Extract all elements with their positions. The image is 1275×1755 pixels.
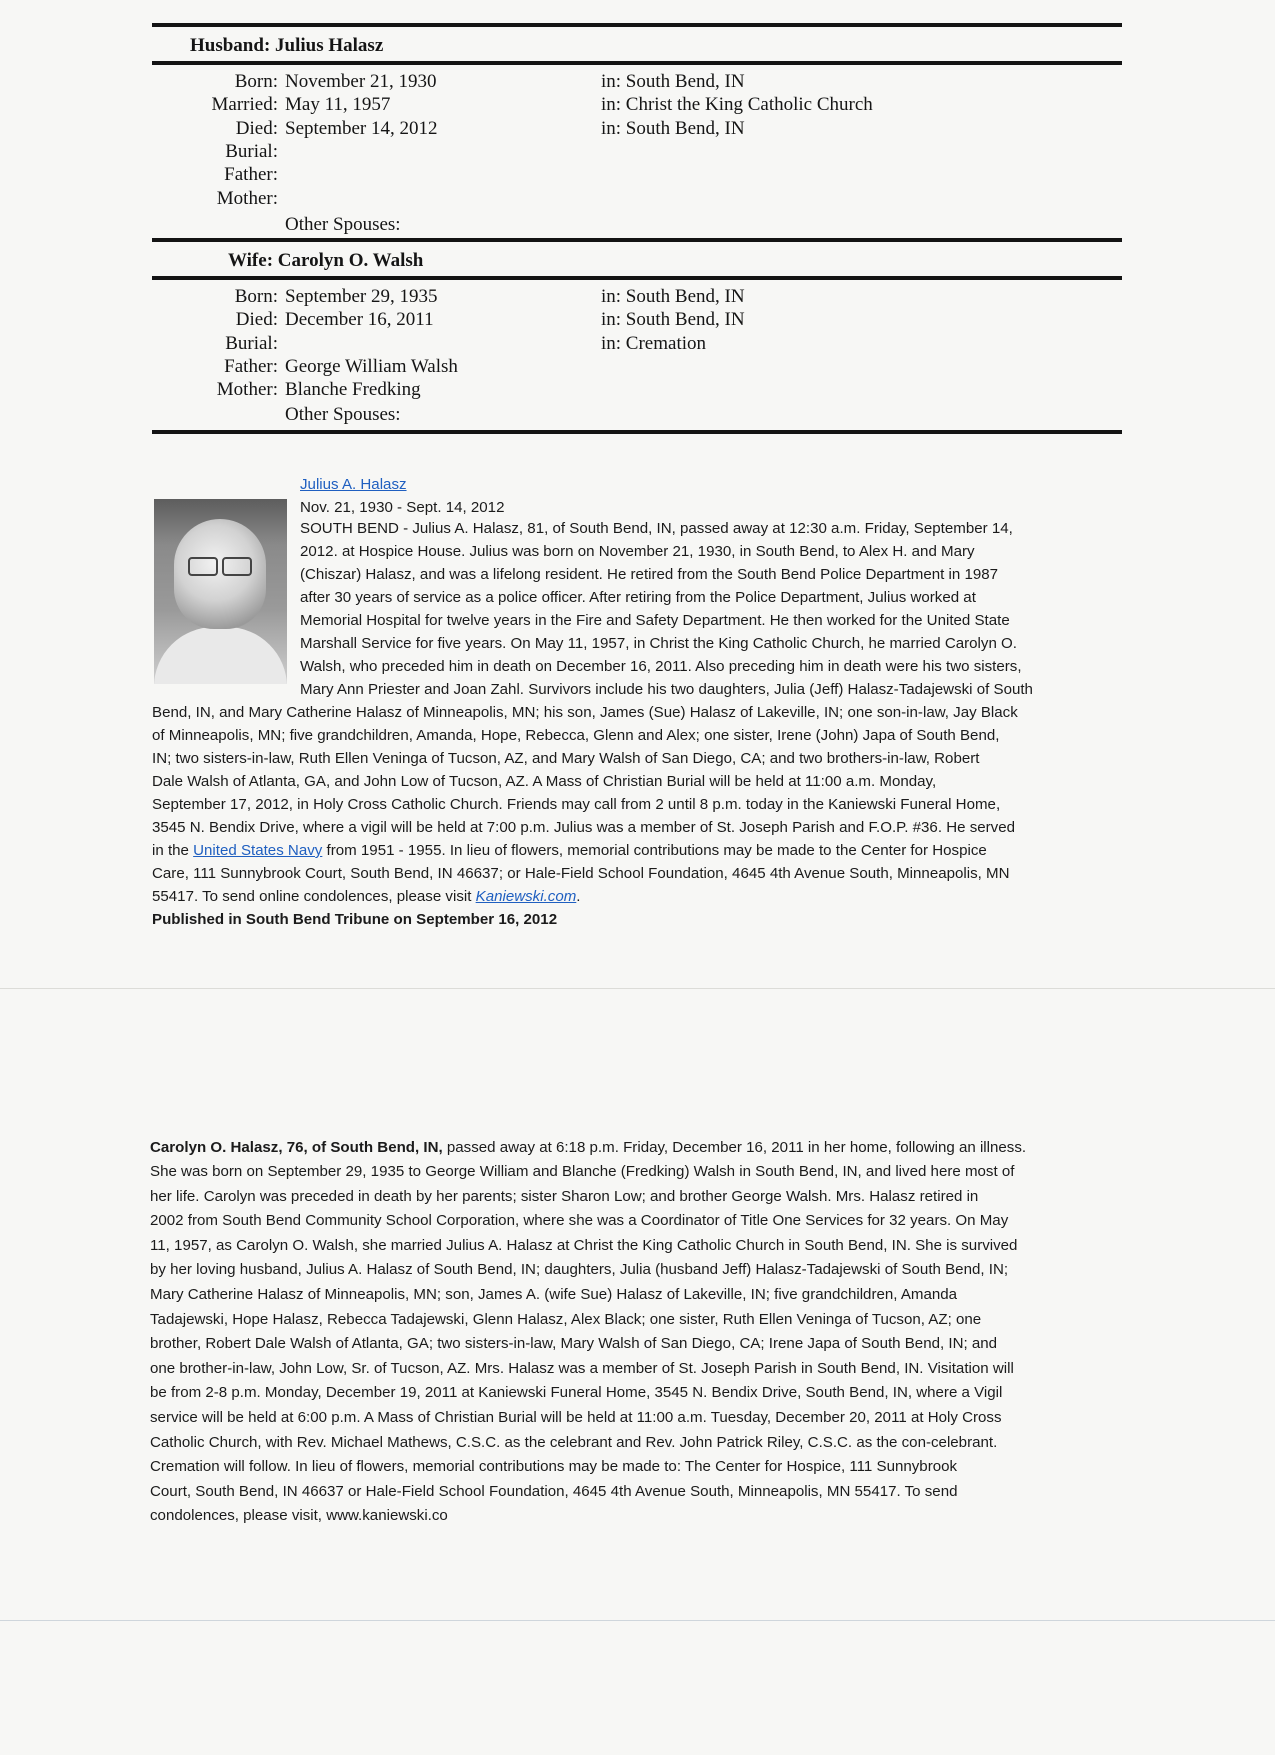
portrait-photo: [154, 499, 287, 684]
obituary-line: Bend, IN, and Mary Catherine Halasz of Minneapolis, MN; his son, James (Sue) Halasz of Lakeville, IN; one son-in-law, Jay Black: [152, 704, 1018, 721]
obituary-line: 11, 1957, as Carolyn O. Walsh, she married Julius A. Halasz at Christ the King Catholic Church in South Bend, IN. She is survived: [150, 1236, 1018, 1254]
obituary-line-after-navy: Care, 111 Sunnybrook Court, South Bend, IN 46637; or Hale-Field School Foundation, 4645 4th Avenue South, Minneapolis, MN: [152, 865, 1010, 882]
glasses-left: [188, 557, 218, 576]
wife-row-value: September 29, 1935: [285, 286, 438, 307]
obituary-line: by her loving husband, Julius A. Halasz of South Bend, IN; daughters, Julia (husband Jeff) Halasz-Tadajewski of South Bend, IN;: [150, 1261, 1009, 1279]
husband-row-label: Died:: [235, 117, 278, 139]
husband-name: Julius Halasz: [275, 35, 384, 56]
husband-row-value: May 11, 1957: [285, 94, 391, 116]
husband-row-value: September 14, 2012: [285, 117, 438, 139]
obituary-line: condolences, please visit, www.kaniewski.co: [150, 1507, 448, 1525]
husband-row-label: Mother:: [216, 187, 278, 209]
husband-row-label: Born:: [234, 71, 278, 92]
obituary-line: Mary Catherine Halasz of Minneapolis, MN; son, James A. (wife Sue) Halasz of Lakeville, IN; five grandchildren, Amanda: [150, 1286, 958, 1303]
husband-label: Husband:: [190, 35, 271, 56]
obituary-line: Mary Ann Priester and Joan Zahl. Survivors include his two daughters, Julia (Jeff) Halasz-Tadajewski of South: [300, 681, 1033, 698]
wife-row-label: Born:: [234, 286, 278, 307]
obituary-line: brother, Robert Dale Walsh of Atlanta, GA; two sisters-in-law, Mary Walsh of San Diego, CA; Irene Japa of South Bend, IN; and: [150, 1335, 998, 1353]
obituary-navy-line: [152, 842, 987, 859]
obituary-line: of Minneapolis, MN; five grandchildren, Amanda, Hope, Rebecca, Glenn and Alex; one sister, Irene (John) Japa of South Bend,: [152, 727, 1000, 744]
obituary-line: Cremation will follow. In lieu of flowers, memorial contributions may be made to: The Center for Hospice, 111 Sunnybrook: [150, 1458, 958, 1476]
last-post: .: [576, 888, 581, 905]
obituary-line: (Chiszar) Halasz, and was a lifelong resident. He retired from the South Bend Police Department in 1987: [300, 566, 999, 583]
wife-row-place: in: Cremation: [601, 332, 707, 354]
wife-heading: [228, 250, 423, 272]
obituary-line: her life. Carolyn was preceded in death by her parents; sister Sharon Low; and brother George Walsh. Mrs. Halasz retired in: [150, 1187, 979, 1205]
obituary-line: 2012. at Hospice House. Julius was born on November 21, 1930, in South Bend, to Alex H. and Mary: [300, 543, 975, 560]
obituary-line: Memorial Hospital for twelve years in the Fire and Safety Department. He then worked for the United State: [300, 612, 1010, 629]
wife-row-place: in: South Bend, IN: [601, 286, 745, 307]
published-note: Published in South Bend Tribune on September 16, 2012: [152, 911, 558, 928]
wife-header-rule: [152, 276, 1122, 280]
wife-other-spouses: Other Spouses:: [285, 404, 401, 425]
husband-row-label: Father:: [224, 164, 278, 186]
obituary-line: one brother-in-law, John Low, Sr. of Tucson, AZ. Mrs. Halasz was a member of St. Joseph Parish in South Bend, IN. Visitation will: [150, 1359, 1014, 1377]
wife-row-value: Blanche Fredking: [285, 379, 421, 401]
husband-row-label: Burial:: [225, 140, 278, 162]
paper-fold-line: [0, 988, 1275, 989]
wife-row-label: Died:: [235, 309, 278, 331]
portrait-shirt: [154, 627, 287, 684]
obituary-line: Catholic Church, with Rev. Michael Mathews, C.S.C. as the celebrant and Rev. John Patrick Riley, C.S.C. as the con-celebrant.: [150, 1433, 998, 1451]
obituary-line: She was born on September 29, 1935 to George William and Blanche (Fredking) Walsh in South Bend, IN, and lived here most of: [150, 1163, 1015, 1180]
wife-row-value: December 16, 2011: [285, 309, 434, 331]
wife-row-label: Burial:: [225, 332, 278, 354]
obituary-line: Tadajewski, Hope Halasz, Rebecca Tadajewski, Glenn Halasz, Alex Black; one sister, Ruth Ellen Veninga of Tucson, AZ; one: [150, 1310, 982, 1328]
navy-post: from 1951 - 1955. In lieu of flowers, memorial contributions may be made to the Center for Hospice: [322, 842, 987, 859]
wife-top-rule: [152, 238, 1122, 242]
obituary-last-line: [152, 888, 581, 905]
glasses-right: [222, 557, 252, 576]
obituary-line: 2002 from South Bend Community School Corporation, where she was a Coordinator of Title One Services for 32 years. On May: [150, 1212, 1009, 1230]
obituary-line: September 17, 2012, in Holy Cross Catholic Church. Friends may call from 2 until 8 p.m. today in the Kaniewski Funeral Home,: [152, 796, 1001, 813]
husband-row-label: Married:: [211, 94, 278, 116]
obituary-line: Walsh, who preceded him in death on December 16, 2011. Also preceding him in death were his two sisters,: [300, 658, 1022, 675]
obituary-line: IN; two sisters-in-law, Ruth Ellen Veninga of Tucson, AZ, and Mary Walsh of San Diego, CA; and two brothers-in-law, Robert: [152, 750, 980, 767]
husband-row-place: in: Christ the King Catholic Church: [601, 94, 873, 116]
obituary-line: Marshall Service for five years. On May 11, 1957, in Christ the King Catholic Church, he married Carolyn O.: [300, 635, 1017, 652]
top-rule: [152, 23, 1122, 27]
lead-rest: passed away at 6:18 p.m. Friday, December 16, 2011 in her home, following an illness.: [442, 1139, 1027, 1156]
wife-label: Wife:: [228, 250, 274, 271]
navy-pre: in the: [152, 842, 194, 859]
husband-row-place: in: South Bend, IN: [601, 71, 745, 92]
wife-row-label: Mother:: [216, 379, 278, 401]
husband-heading: [190, 35, 383, 57]
obituary-line: service will be held at 6:00 p.m. A Mass of Christian Burial will be held at 11:00 a.m. Tuesday, December 20, 2011 at Holy Cross: [150, 1409, 1002, 1426]
lead-bold: Carolyn O. Halasz, 76, of South Bend, IN,: [150, 1139, 443, 1156]
bottom-rule: [152, 430, 1122, 434]
paper-bottom-edge: [0, 1620, 1275, 1621]
husband-row-place: in: South Bend, IN: [601, 117, 745, 139]
obituary-line: 3545 N. Bendix Drive, where a vigil will be held at 7:00 p.m. Julius was a member of St. Joseph Parish and F.O.P. #36. He served: [152, 819, 1016, 836]
wife-row-value: George William Walsh: [285, 355, 458, 377]
obituary-line: Dale Walsh of Atlanta, GA, and John Low of Tucson, AZ. A Mass of Christian Burial will be held at 11:00 a.m. Monday,: [152, 773, 937, 790]
wife-name: Carolyn O. Walsh: [277, 250, 424, 271]
united-states-navy-link[interactable]: United States Navy: [193, 842, 323, 859]
obituary-line: SOUTH BEND - Julius A. Halasz, 81, of South Bend, IN, passed away at 12:30 a.m. Friday, September 14,: [300, 520, 1013, 537]
obituary-line: Court, South Bend, IN 46637 or Hale-Field School Foundation, 4645 4th Avenue South, Minneapolis, MN 55417. To send: [150, 1482, 958, 1500]
husband-header-rule: [152, 61, 1122, 65]
obituary-carolyn-lead: [150, 1139, 1026, 1156]
wife-row-place: in: South Bend, IN: [601, 309, 745, 331]
obituary-dates: Nov. 21, 1930 - Sept. 14, 2012: [300, 499, 505, 516]
kaniewski-link[interactable]: Kaniewski.com: [475, 888, 577, 905]
obituary-line: after 30 years of service as a police officer. After retiring from the Police Department, Julius worked at: [300, 589, 976, 606]
obituary-title-link[interactable]: Julius A. Halasz: [300, 476, 407, 493]
obituary-line: be from 2-8 p.m. Monday, December 19, 2011 at Kaniewski Funeral Home, 3545 N. Bendix Drive, South Bend, IN, where a Vigil: [150, 1384, 1003, 1402]
wife-row-label: Father:: [224, 355, 278, 377]
husband-other-spouses: Other Spouses:: [285, 214, 401, 235]
husband-row-value: November 21, 1930: [285, 71, 437, 92]
last-pre: 55417. To send online condolences, please visit: [152, 888, 476, 905]
